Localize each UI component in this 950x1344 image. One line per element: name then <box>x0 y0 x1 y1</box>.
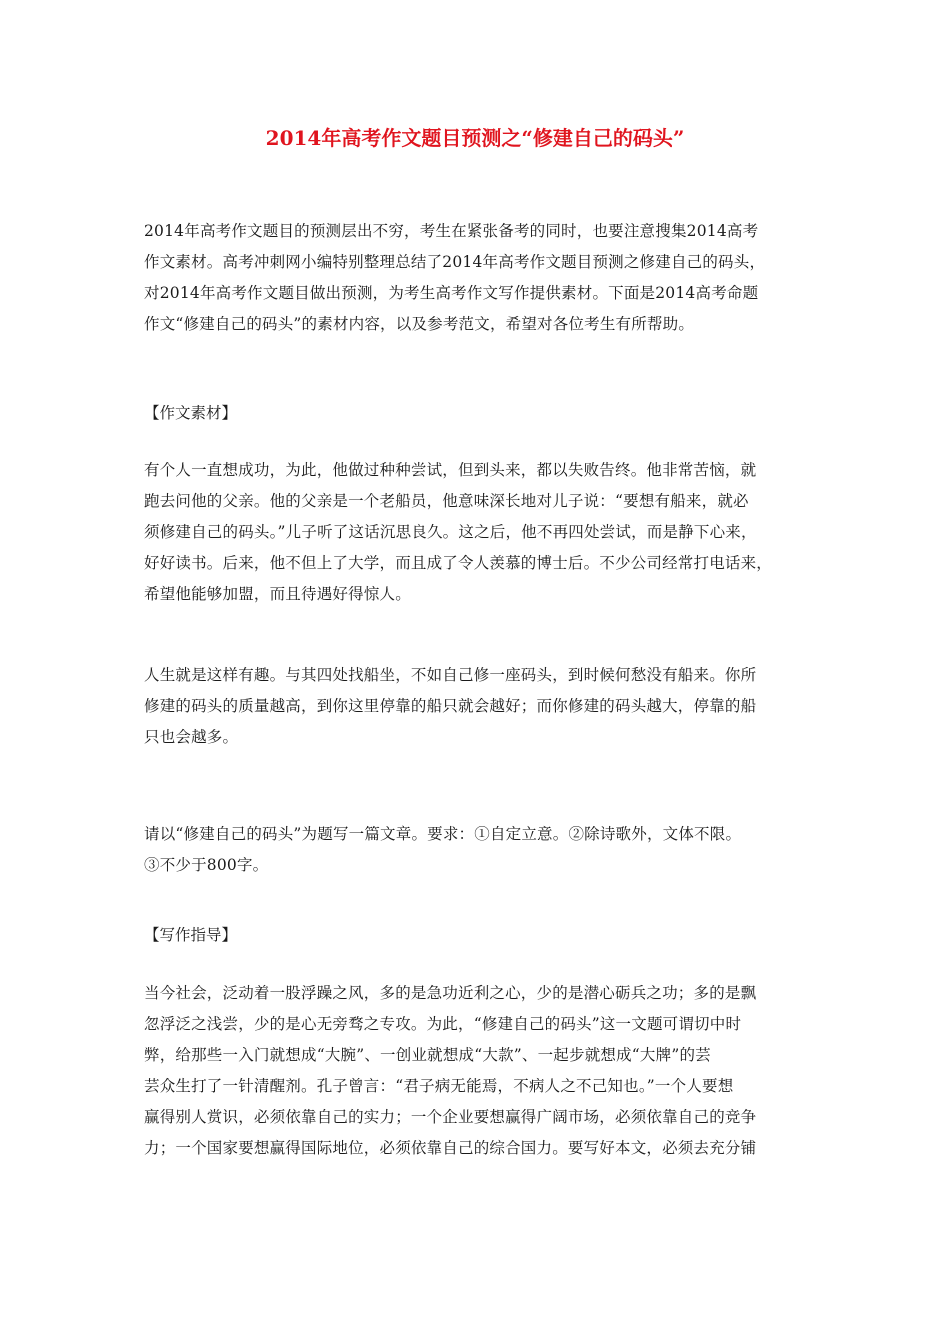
text-line: 弊，给那些一入门就想成“大腕”、一创业就想成“大款”、一起步就想成“大牌”的芸 <box>144 1046 711 1064</box>
text-line: 力；一个国家要想赢得国际地位，必须依靠自己的综合国力。要写好本文，必须去充分铺 <box>144 1139 757 1157</box>
reflection-paragraph <box>144 660 810 753</box>
text-line: 作文“修建自己的码头”的素材内容，以及参考范文，希望对各位考生有所帮助。 <box>144 315 695 333</box>
guide-paragraph <box>144 978 810 1164</box>
text-line: 希望他能够加盟，而且待遇好得惊人。 <box>144 585 411 603</box>
section-heading-guide: 【写作指导】 <box>144 926 238 944</box>
text-line: 芸众生打了一针清醒剂。孔子曾言：“君子病无能焉，不病人之不己知也。”一个人要想 <box>144 1077 734 1095</box>
requirement-paragraph <box>144 819 810 881</box>
text-line: 只也会越多。 <box>144 728 239 746</box>
story-paragraph <box>144 455 810 610</box>
text-line: 有个人一直想成功，为此，他做过种种尝试，但到头来，都以失败告终。他非常苦恼，就 <box>144 461 757 479</box>
text-line: ③不少于800字。 <box>144 856 269 874</box>
page-title: 2014年高考作文题目预测之“修建自己的码头” <box>265 126 685 150</box>
text-line: 2014年高考作文题目的预测层出不穷，考生在紧张备考的同时，也要注意搜集2014高考 <box>144 222 759 240</box>
text-line: 跑去问他的父亲。他的父亲是一个老船员，他意味深长地对儿子说：“要想有船来，就必 <box>144 492 749 510</box>
text-line: 赢得别人赏识，必须依靠自己的实力；一个企业要想赢得广阔市场，必须依靠自己的竞争 <box>144 1108 757 1126</box>
section-heading-material: 【作文素材】 <box>144 404 238 422</box>
intro-paragraph <box>144 216 810 340</box>
text-line: 请以“修建自己的码头”为题写一篇文章。要求：①自定立意。②除诗歌外，文体不限。 <box>144 825 742 843</box>
text-line: 须修建自己的码头。”儿子听了这话沉思良久。这之后，他不再四处尝试，而是静下心来， <box>144 523 757 541</box>
text-line: 修建的码头的质量越高，到你这里停靠的船只就会越好；而你修建的码头越大，停靠的船 <box>144 697 757 715</box>
text-line: 好好读书。后来，他不但上了大学，而且成了令人羡慕的博士后。不少公司经常打电话来， <box>144 554 773 572</box>
text-line: 作文素材。高考冲刺网小编特别整理总结了2014年高考作文题目预测之修建自己的码头， <box>144 253 766 271</box>
text-line: 忽浮泛之浅尝，少的是心无旁骛之专攻。为此，“修建自己的码头”这一文题可谓切中时 <box>144 1015 742 1033</box>
text-line: 对2014年高考作文题目做出预测，为考生高考作文写作提供素材。下面是2014高考命题 <box>144 284 759 302</box>
text-line: 当今社会，泛动着一股浮躁之风，多的是急功近利之心，少的是潜心砺兵之功；多的是飘 <box>144 984 757 1002</box>
text-line: 人生就是这样有趣。与其四处找船坐，不如自己修一座码头，到时候何愁没有船来。你所 <box>144 666 757 684</box>
